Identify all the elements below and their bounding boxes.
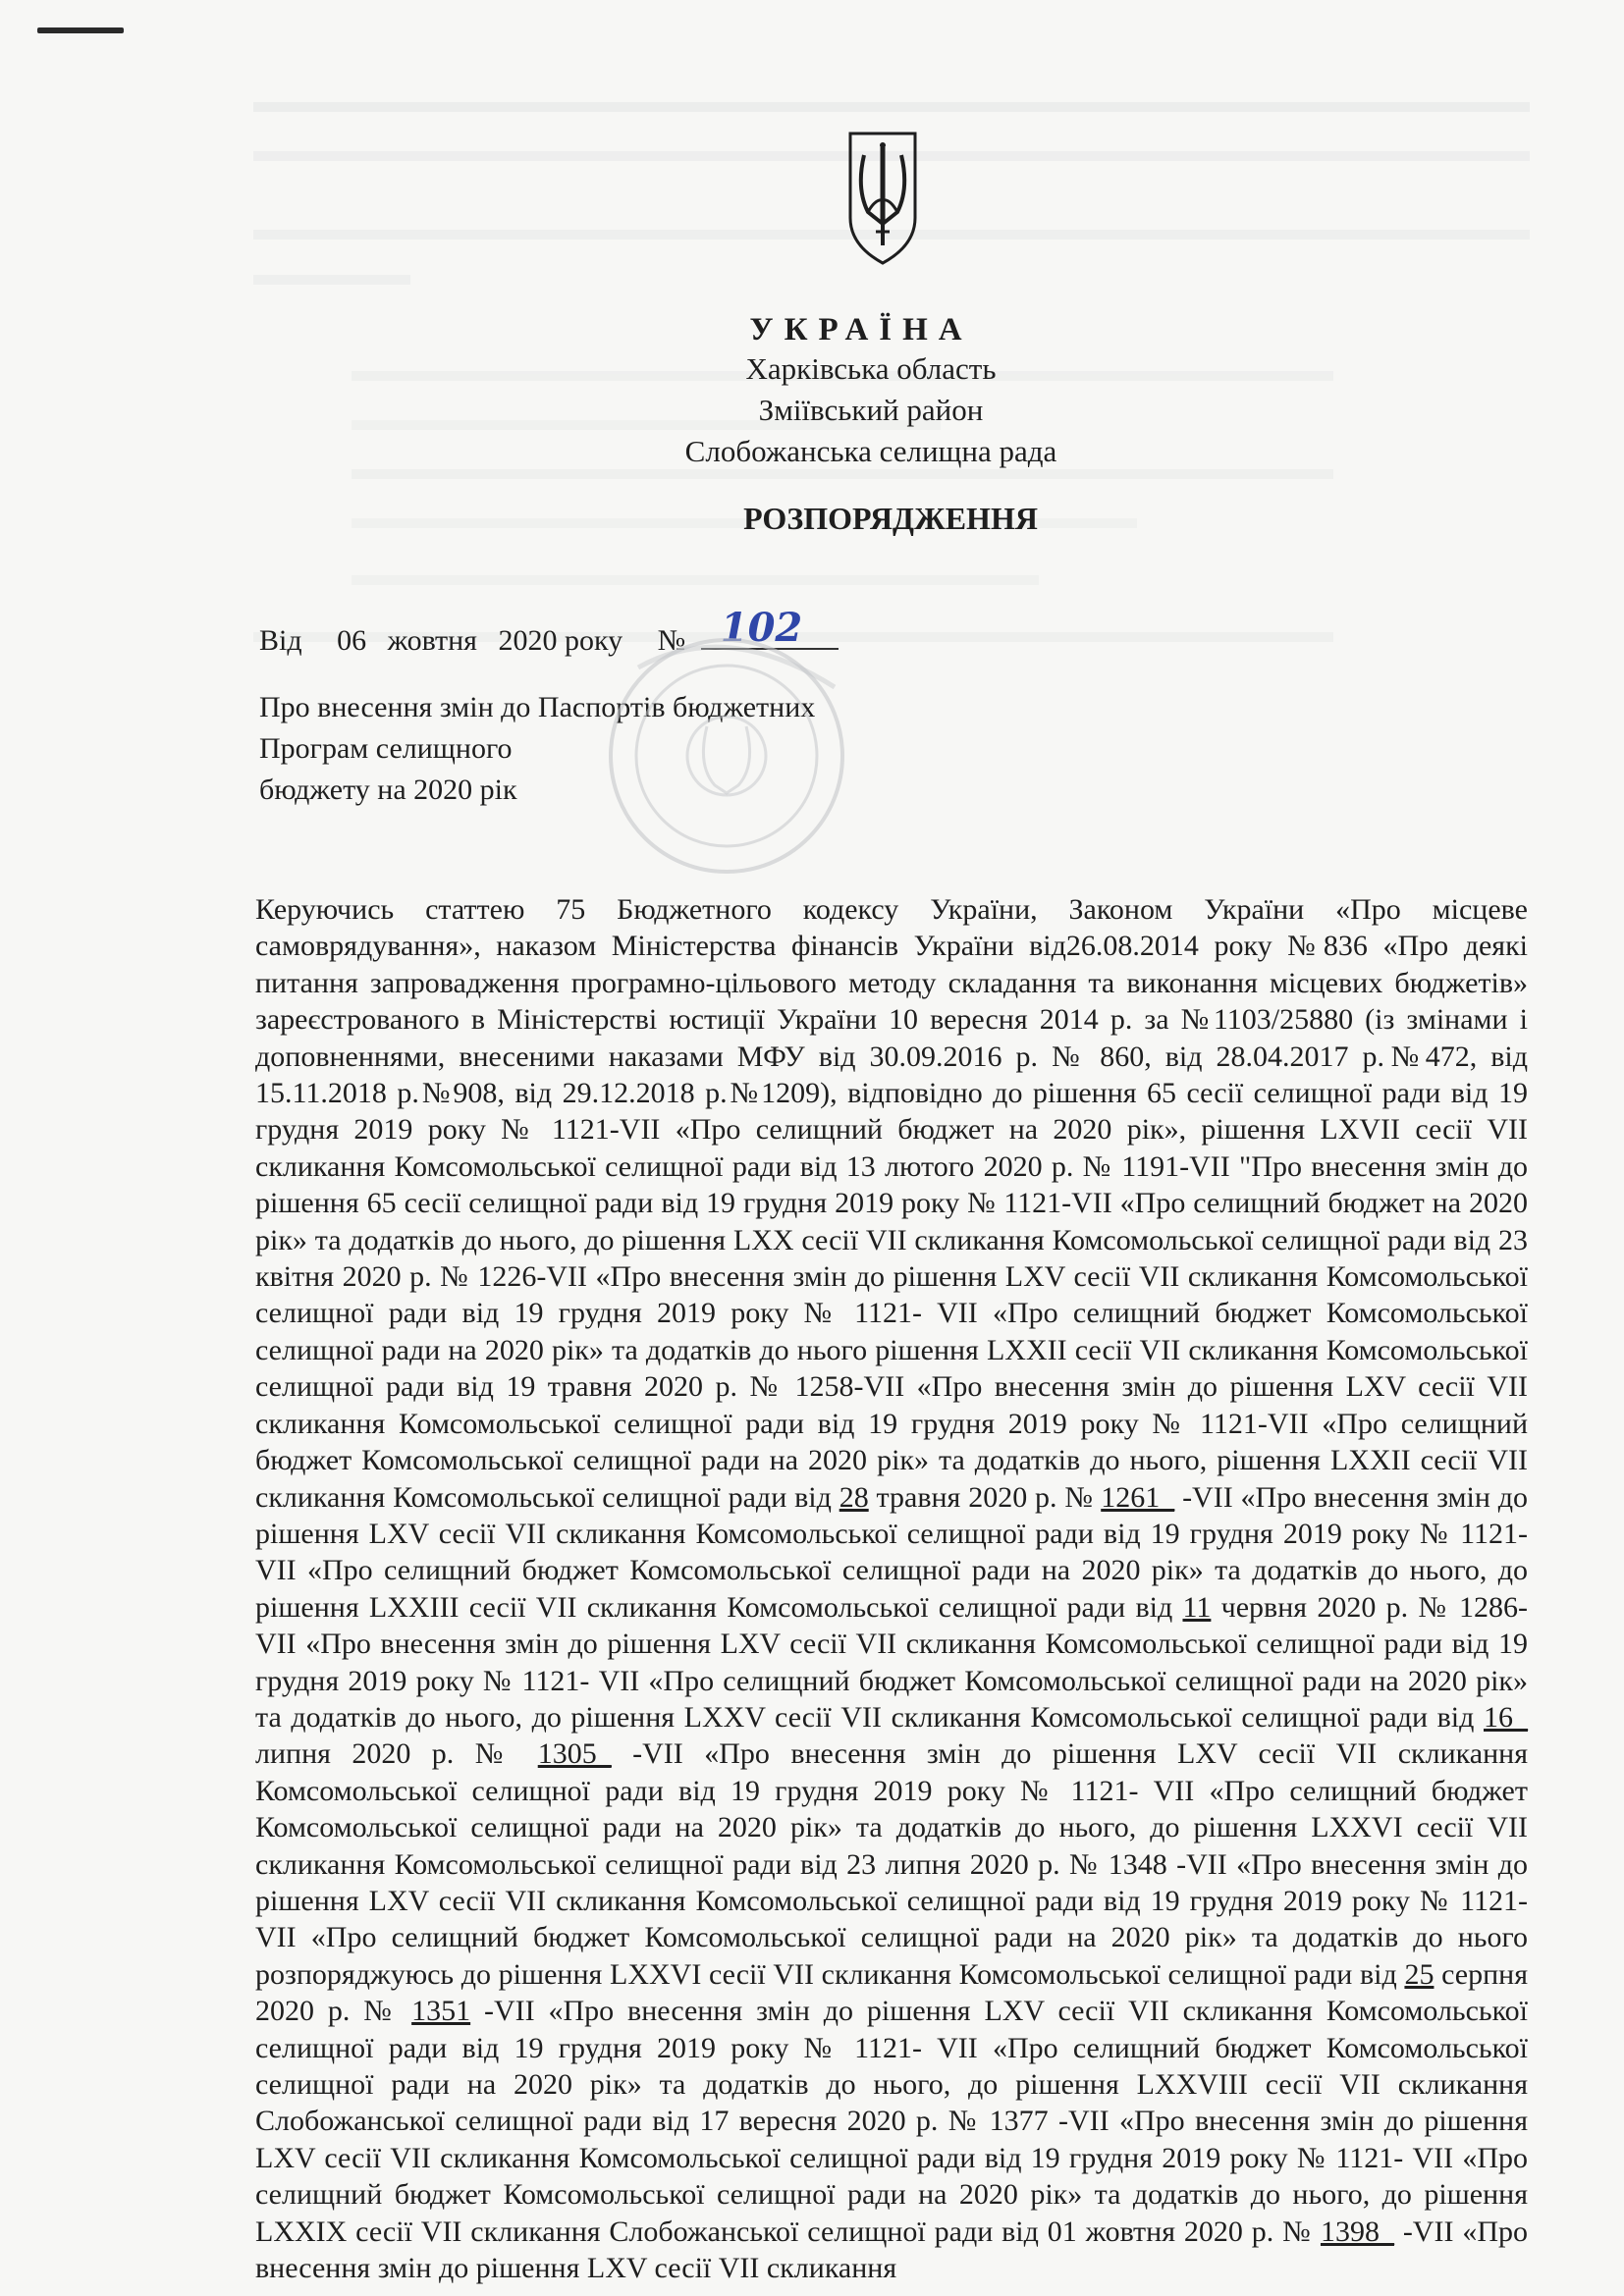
council-name: Слобожанська селищна рада	[684, 434, 1057, 468]
round-official-seal-icon	[579, 628, 903, 883]
body-text-run: -VII «Про внесення змін до рішення LXV сесії VII скликання Комсомольської селищної ради від 19 грудня 2019 року № 1121- VII «Про селищний бюджет Комсомольської селищної ради на 2020 рік» та додатків до нього, до рішення LXXVI сесії VII скликання Комсомольської селищної ради від 23 липня 2020 р. № 1348 -VII «Про внесення змін до рішення LXV сесії VII скликання Комсомольської селищної ради від 19 грудня 2019 року № 1121- VII «Про селищний бюджет Комсомольської селищної ради на 2020 рік» та додатків до нього розпоряджуюсь до рішення LXXVI сесії VII скликання Комсомольської селищної ради від	[255, 1737, 1528, 1991]
body-text-run: -VII «Про внесення змін до рішення LXV сесії VII скликання	[255, 2215, 1528, 2285]
underlined-number: 1261_	[1101, 1480, 1175, 1514]
body-text-run: червня 2020 р. № 1286-VII «Про внесення змін до рішення LXV сесії VII скликання Комсомольської селищної ради від 19 грудня 2019 року № 1121- VII «Про селищний бюджет Комсомольської селищної ради на 2020 рік» та додатків до нього, до рішення LXXV сесії VII скликання Комсомольської селищної ради від	[255, 1590, 1528, 1734]
body-text-run: травня 2020 р. №	[868, 1480, 1102, 1514]
underlined-date: 28	[839, 1480, 869, 1514]
scan-edge-mark	[37, 27, 124, 33]
underlined-number: 1398_	[1320, 2215, 1394, 2248]
date-year: 2020 року	[498, 624, 623, 657]
date-prefix: Від	[259, 624, 302, 657]
date-day: 06	[337, 624, 367, 657]
body-text-content	[255, 891, 1528, 2286]
date-month: жовтня	[387, 624, 477, 657]
underlined-number: 1305_	[537, 1737, 612, 1771]
handwritten-number: 102	[720, 605, 803, 651]
country-title: УКРАЇНА	[749, 312, 973, 347]
subject-line: Про внесення змін до Паспортів бюджетних	[259, 691, 816, 723]
body-text-run: -VII «Про внесення змін до рішення LXV сесії VII скликання Комсомольської селищної ради від 19 грудня 2019 року № 1121- VII «Про селищний бюджет Комсомольської селищної ради на 2020 рік» та додатків до нього, до рішення LXXVIII сесії VII скликання Слобожанської селищної ради від 17 вересня 2020 р. № 1377 -VII «Про внесення змін до рішення LXV сесії VII скликання Комсомольської селищної ради від 19 грудня 2019 року № 1121- VII «Про селищний бюджет Комсомольської селищної ради на 2020 рік» та додатків до нього, до рішення LXXIX сесії VII скликання Слобожанської селищної ради від 01 жовтня 2020 р. №	[255, 1995, 1528, 2248]
rayon-name: Зміївський район	[758, 393, 984, 427]
oblast-name: Харківська область	[745, 351, 997, 386]
subject-line: Програм селищного	[259, 732, 513, 765]
underlined-date: 25	[1404, 1957, 1435, 1991]
underlined-date: 11	[1182, 1590, 1212, 1624]
trident-coat-of-arms-icon	[846, 130, 919, 267]
underlined-number: 1351	[411, 1995, 471, 2028]
body-text-run: Керуючись статтею 75 Бюджетного кодексу України, Законом України «Про місцеве самоврядування», наказом Міністерства фінансів України від26.08.2014 року №836 «Про деякі питання запровадження програмно-цільового методу складання та виконання місцевих бюджетів» зареєстрованого в Міністерстві юстиції України 10 вересня 2014 р. за №1103/25880 (із змінами і доповненнями, внесеними наказами МФУ від 30.09.2016 р. № 860, від 28.04.2017 р.№472, від 15.11.2018 р.№908, від 29.12.2018 р.№1209), відповідно до рішення 65 сесії селищної ради від 19 грудня 2019 року № 1121-VII «Про селищний бюджет на 2020 рік», рішення LXVII сесії VII скликання Комсомольської селищної ради від 13 лютого 2020 р. № 1191-VII "Про внесення змін до рішення 65 сесії селищної ради від 19 грудня 2019 року № 1121-VII «Про селищний бюджет на 2020 рік» та додатків до нього, до рішення LXX сесії VII скликання Комсомольської селищної ради від 23 квітня 2020 р. № 1226-VII «Про внесення змін до рішення LXV сесії VII скликання Комсомольської селищної ради від 19 грудня 2019 року № 1121- VII «Про селищний бюджет Комсомольської селищної ради на 2020 рік» та додатків до нього рішення LXXII сесії VII скликання Комсомольської селищної ради від 19 травня 2020 р. № 1258-VII «Про внесення змін до рішення LXV сесії VII скликання Комсомольської селищної ради від 19 грудня 2019 року № 1121-VII «Про селищний бюджет Комсомольської селищної ради на 2020 рік» та додатків до нього, рішення LXXII сесії VII скликання Комсомольської селищної ради від	[255, 893, 1528, 1514]
subject-line: бюджету на 2020 рік	[259, 774, 517, 806]
body-paragraph	[255, 891, 1528, 2286]
body-text-run: серпня 2020 р. №	[255, 1957, 1529, 2028]
body-text-run: -VII «Про внесення змін до рішення LXV сесії VII скликання Комсомольської селищної ради від 19 грудня 2019 року № 1121- VII «Про селищний бюджет Комсомольської селищної ради на 2020 рік» та додатків до нього, до рішення LXXIII сесії VII скликання Комсомольської селищної ради від	[255, 1480, 1528, 1624]
body-text-run: липня 2020 р. №	[255, 1737, 538, 1771]
underlined-date: 16_	[1484, 1700, 1528, 1734]
number-sign: №	[657, 624, 686, 657]
document-type-title: РОЗПОРЯДЖЕННЯ	[743, 501, 1038, 536]
